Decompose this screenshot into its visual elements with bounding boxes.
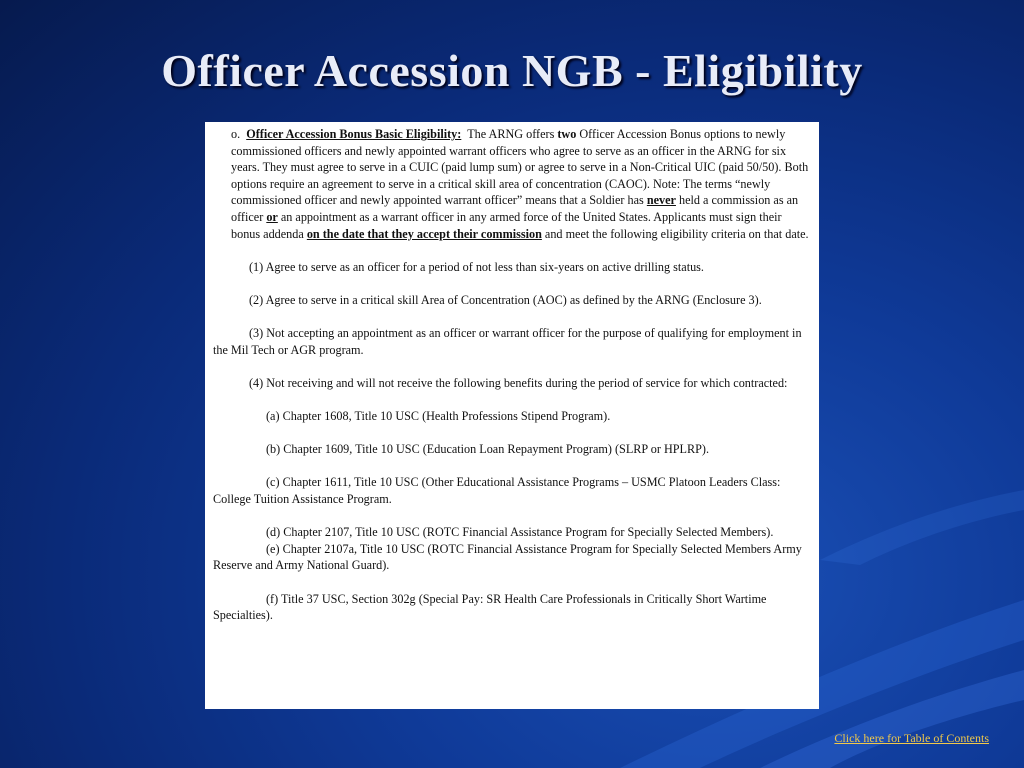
benefit-item-c: (c) Chapter 1611, Title 10 USC (Other Educational Assistance Programs – USMC Platoon Leaders Class: College Tuition Assistance Program.	[213, 475, 781, 507]
intro-text-4: an appointment as a warrant officer in any armed force of the United States. Applicants must sign their bonus addenda	[231, 209, 782, 241]
table-of-contents-link[interactable]: Click here for Table of Contents	[834, 731, 989, 745]
intro-text-3: held a commission as an officer	[231, 193, 799, 224]
benefit-item-a: (a) Chapter 1608, Title 10 USC (Health Professions Stipend Program).	[266, 409, 611, 424]
intro-marker: o.	[231, 127, 241, 141]
intro-never: never	[646, 193, 676, 208]
intro-heading: Officer Accession Bonus Basic Eligibility:	[246, 127, 462, 141]
intro-on-date: on the date that they accept their commission	[306, 226, 542, 241]
intro-paragraph	[213, 126, 809, 242]
criteria-item-4: (4) Not receiving and will not receive the following benefits during the period of service for which contracted:	[249, 375, 788, 390]
criteria-item-1: (1) Agree to serve as an officer for a period of not less than six-years on active drilling status.	[249, 259, 704, 274]
benefit-item-d: (d) Chapter 2107, Title 10 USC (ROTC Financial Assistance Program for Specially Selected Members).	[266, 525, 774, 540]
criteria-item-2: (2) Agree to serve in a critical skill Area of Concentration (AOC) as defined by the ARNG (Enclosure 3).	[249, 292, 762, 307]
benefit-item-f: (f) Title 37 USC, Section 302g (Special Pay: SR Health Care Professionals in Critically Short Wartime Specialties).	[213, 591, 767, 623]
intro-text-5: and meet the following eligibility criteria on that date.	[544, 226, 809, 241]
intro-or: or	[266, 209, 278, 224]
benefit-item-b: (b) Chapter 1609, Title 10 USC (Education Loan Repayment Program) (SLRP or HPLRP).	[266, 442, 710, 457]
intro-text-2: Officer Accession Bonus options to newly commissioned officers and newly appointed warrant officers who agree to serve as an officer in the ARNG for six years. They must agree to serve in a CUIC (paid lump sum) or agree to serve in a Non-Critical UIC (paid 50/50). Both options require an agreement to serve in a critical skill area of concentration (CAOC). Note: The terms “newly commissioned officer and newly appointed warrant officer” means that a Soldier has	[231, 127, 809, 208]
benefit-item-e: (e) Chapter 2107a, Title 10 USC (ROTC Financial Assistance Program for Specially Selected Members Army Reserve and Army National Guard).	[213, 541, 802, 573]
slide-title: Officer Accession NGB - Eligibility	[161, 45, 863, 96]
intro-two: two	[557, 127, 577, 141]
criteria-item-3: (3) Not accepting an appointment as an officer or warrant officer for the purpose of qualifying for employment in the Mil Tech or AGR program.	[213, 326, 802, 357]
document-image	[205, 122, 819, 709]
intro-text-1: The ARNG offers	[467, 127, 555, 141]
